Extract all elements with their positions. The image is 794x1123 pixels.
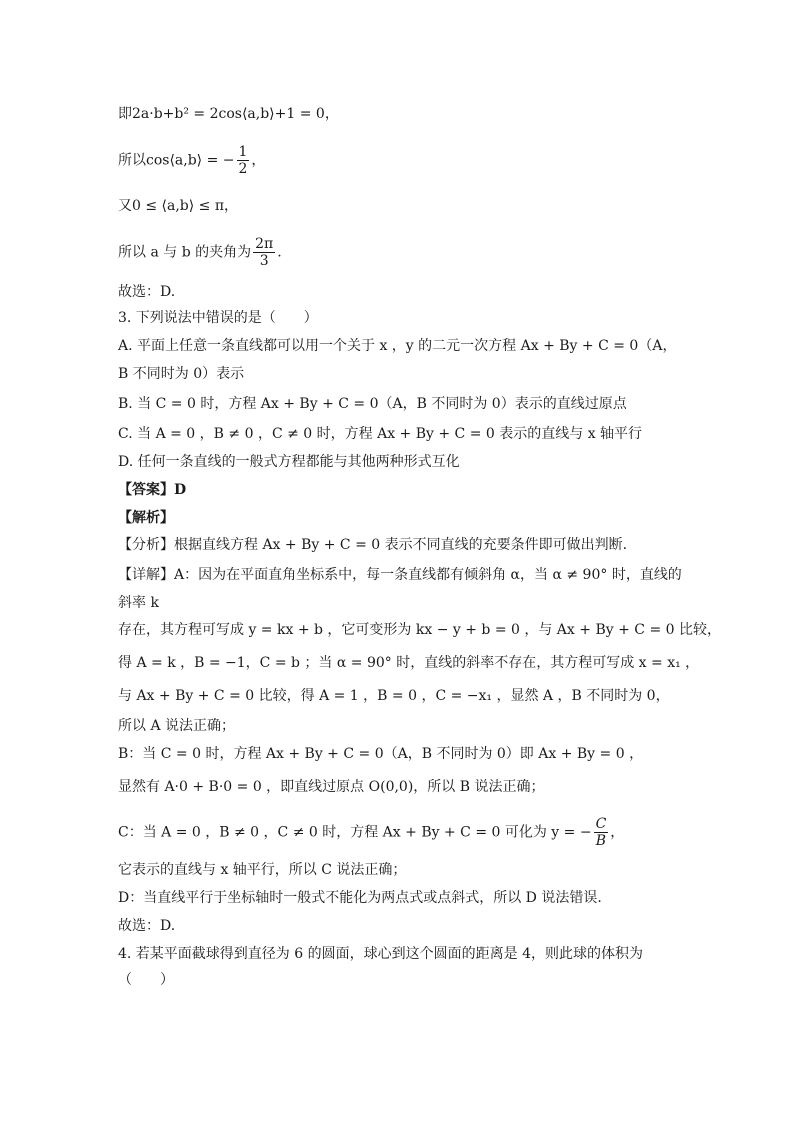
detail-line-9 [118, 816, 624, 849]
detail-line-3: 存在，其方程可写成 y = kx + b ，它可变形为 kx − y + b = 0 ，与 Ax + By + C = 0 比较， [118, 622, 721, 638]
analysis-label: 【解析】 [118, 510, 174, 526]
question-4-line-1: 4. 若某平面截球得到直径为 6 的圆面，球心到这个圆面的距离是 4，则此球的体积为 [118, 946, 643, 962]
question-3-title: 3. 下列说法中错误的是（ ） [118, 310, 318, 326]
detail-line-12: 故选：D. [118, 918, 176, 934]
option-a-line-1: A. 平面上任意一条直线都可以用一个关于 x ，y 的二元一次方程 Ax + By + C = 0（A， [118, 338, 677, 354]
analysis-summary: 【分析】根据直线方程 Ax + By + C = 0 表示不同直线的充要条件即可做出判断. [118, 537, 628, 553]
line-choice-1: 故选：D. [118, 284, 176, 300]
fraction-numerator: 2π [255, 236, 274, 252]
cos-suffix: ， [251, 152, 266, 169]
line-angle-range: 又0 ≤ ⟨a,b⟩ ≤ π， [118, 198, 239, 214]
detail-9-prefix: C：当 A = 0 ，B ≠ 0 ，C ≠ 0 时，方程 Ax + By + C = 0 可化为 y = − [118, 824, 592, 841]
angle-suffix: . [277, 244, 282, 261]
fraction-half [237, 144, 250, 177]
fraction-numerator: 1 [238, 144, 248, 160]
detail-line-10: 它表示的直线与 x 轴平行，所以 C 说法正确； [118, 862, 407, 878]
detail-line-2: 斜率 k [118, 595, 159, 611]
cos-prefix: 所以cos⟨a,b⟩ = − [118, 152, 235, 169]
line-cos-result [118, 144, 265, 177]
detail-line-4: 得 A = k ，B = −1，C = b ；当 α = 90° 时，直线的斜率不存在，其方程可写成 x = x₁ ， [118, 655, 700, 671]
fraction-denominator: 3 [259, 253, 269, 269]
line-equation-1: 即2a·b+b² = 2cos⟨a,b⟩+1 = 0， [118, 106, 339, 122]
option-c: C. 当 A = 0 ，B ≠ 0 ，C ≠ 0 时，方程 Ax + By + C = 0 表示的直线与 x 轴平行 [118, 426, 643, 442]
question-4-line-2: （ ） [118, 972, 174, 988]
angle-prefix: 所以 a 与 b 的夹角为 [118, 244, 252, 261]
detail-line-11: D：当直线平行于坐标轴时一般式不能化为两点式或点斜式，所以 D 说法错误. [118, 890, 602, 906]
fraction-two-pi-over-three [253, 236, 275, 269]
answer-label: 【答案】D [118, 482, 187, 498]
detail-line-5: 与 Ax + By + C = 0 比较，得 A = 1 ，B = 0 ，C = −x₁ ，显然 A ，B 不同时为 0， [118, 688, 670, 704]
option-a-line-2: B 不同时为 0）表示 [118, 366, 245, 382]
detail-line-7: B：当 C = 0 时，方程 Ax + By + C = 0（A，B 不同时为 0）即 Ax + By = 0 ， [118, 746, 644, 762]
fraction-denominator: B [595, 833, 607, 849]
fraction-c-over-b [594, 816, 609, 849]
option-d: D. 任何一条直线的一般式方程都能与其他两种形式互化 [118, 454, 460, 470]
option-b: B. 当 C = 0 时，方程 Ax + By + C = 0（A，B 不同时为 0）表示的直线过原点 [118, 396, 627, 412]
fraction-numerator: C [595, 816, 607, 832]
detail-9-suffix: ， [610, 824, 625, 841]
detail-line-1: 【详解】A：因为在平面直角坐标系中，每一条直线都有倾斜角 α，当 α ≠ 90° 时，直线的 [118, 567, 682, 583]
detail-line-8: 显然有 A·0 + B·0 = 0 ，即直线过原点 O(0,0)，所以 B 说法正确； [118, 779, 545, 795]
line-angle-value [118, 236, 282, 269]
detail-line-6: 所以 A 说法正确； [118, 718, 236, 734]
fraction-denominator: 2 [238, 161, 248, 177]
